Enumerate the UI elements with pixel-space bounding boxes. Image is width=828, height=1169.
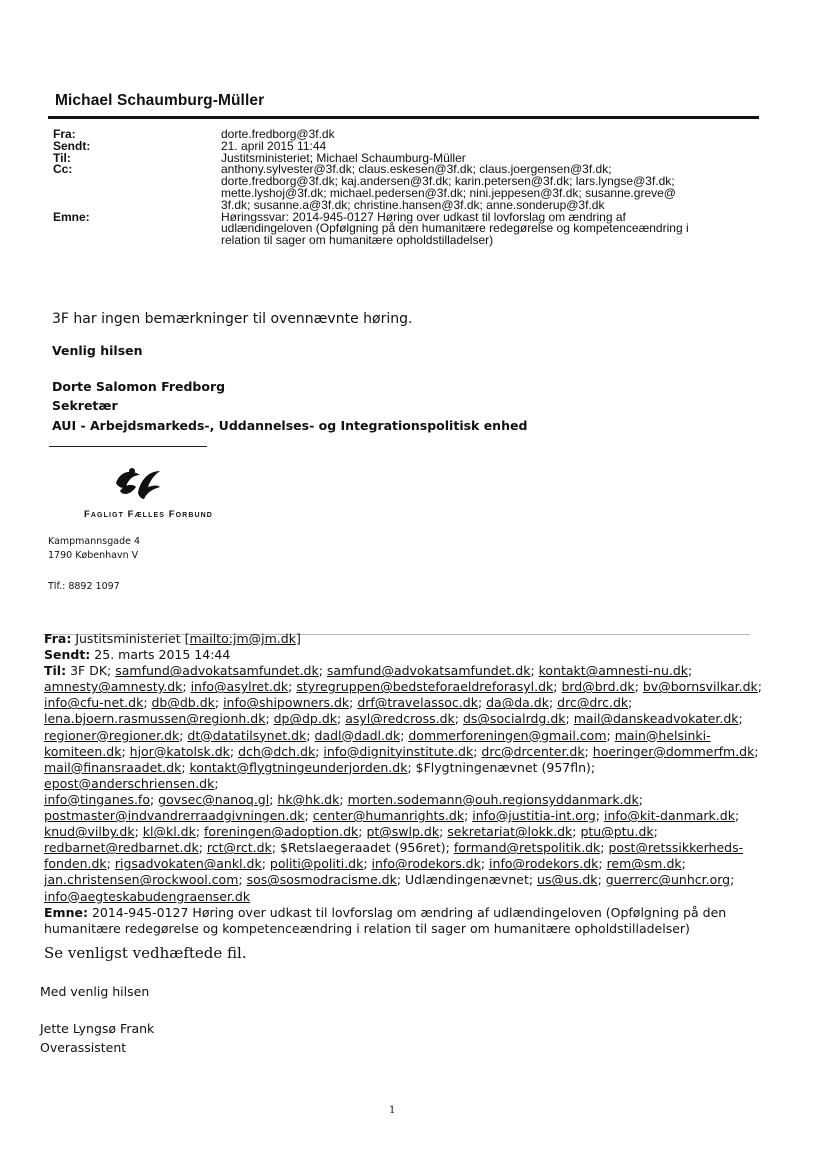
recipient-text: ; <box>464 808 473 824</box>
fwd-subject-row <box>44 905 764 921</box>
3f-logo-icon <box>110 463 162 503</box>
recipient-text: ; <box>653 824 658 840</box>
recipient-email-link[interactable]: info@asylret.dk <box>190 679 289 695</box>
recipient-text: ; <box>229 743 239 759</box>
recipient-email-link[interactable]: dommerforeningen@gmail.com <box>408 727 607 743</box>
recipient-email-link[interactable]: samfund@advokatsamfundet.dk <box>326 663 531 679</box>
fwd-to-line <box>44 872 764 888</box>
fwd-to-block <box>44 663 764 904</box>
recipient-text: ; <box>269 791 278 807</box>
recipient-text: ; <box>730 872 735 888</box>
recipient-email-link[interactable]: sos@sosmodracisme.dk <box>246 872 397 888</box>
recipient-text: ; <box>261 856 270 872</box>
recipient-text: ; <box>628 695 633 711</box>
recipient-email-link[interactable]: drf@travelassoc.dk <box>357 695 478 711</box>
recipient-text: ; <box>349 695 358 711</box>
fwd-sent-row <box>44 647 764 663</box>
recipient-text: ; <box>181 759 190 775</box>
cc-line: dorte.fredborg@3f.dk; kaj.andersen@3f.dk; karin.petersen@3f.dk; lars.lyngse@3f.dk; <box>221 174 675 189</box>
recipient-text: ; $Retslaegeraadet (956ret); <box>271 840 454 856</box>
recipient-email-link[interactable]: styregruppen@bedsteforaeldreforasyl.dk <box>296 679 554 695</box>
fwd-to-line <box>44 679 764 695</box>
recipient-text: ; <box>734 808 740 824</box>
recipient-text: ; <box>565 711 574 727</box>
cc-row <box>53 164 773 211</box>
recipient-email-link[interactable]: komiteen.dk <box>44 743 122 759</box>
recipient-email-link[interactable]: politi@politi.dk <box>269 856 364 872</box>
recipient-text: ; <box>306 727 315 743</box>
fwd-from-row <box>44 631 764 647</box>
recipient-text: ; <box>598 856 607 872</box>
recipient-email-link[interactable]: us@us.dk <box>537 872 598 888</box>
recipient-email-link[interactable]: hk@hk.dk <box>277 791 340 807</box>
recipient-email-link[interactable]: db@db.dk <box>151 695 215 711</box>
recipient-email-link[interactable]: info@tinganes.fo <box>44 791 150 807</box>
subject-value <box>221 209 773 248</box>
fwd-to-line <box>44 695 764 711</box>
fwd-to-line <box>44 728 764 744</box>
fwd-to-line <box>44 889 764 905</box>
recipient-text: ; <box>638 791 643 807</box>
recipient-email-link[interactable]: brd@brd.dk <box>561 679 635 695</box>
recipient-text: ; <box>595 808 604 824</box>
recipient-email-link[interactable]: drc@drc.dk <box>557 695 629 711</box>
recipient-text: ; <box>681 856 686 872</box>
recipient-text: ; <box>606 727 615 743</box>
recipient-text: ; <box>315 743 324 759</box>
from-label: Fra: <box>53 127 76 141</box>
recipient-email-link[interactable]: pt@swlp.dk <box>366 824 440 840</box>
recipient-text: ; <box>358 824 367 840</box>
recipient-text: ; Udlændingenævnet; <box>396 872 538 888</box>
recipient-text: ; <box>480 856 490 872</box>
signature-name: Dorte Salomon Fredborg <box>52 379 226 394</box>
recipient-email-link[interactable]: foreningen@adoption.dk <box>204 824 359 840</box>
fwd-to-line <box>44 760 764 792</box>
recipient-text: ; <box>473 743 482 759</box>
recipient-text: 3F DK; <box>70 663 116 679</box>
fwd-sent-label: Sendt: <box>44 647 91 663</box>
cc-value <box>221 164 773 211</box>
recipient-text: ; <box>318 663 327 679</box>
recipient-email-link[interactable]: knud@vilby.dk <box>44 824 135 840</box>
subject-line: relation til sager om humanitære opholdstilladelser) <box>221 233 494 248</box>
recipient-email-link[interactable]: dch@dch.dk <box>238 743 316 759</box>
recipient-email-link[interactable]: bv@bornsvilkar.dk <box>642 679 758 695</box>
recipient-email-link[interactable]: info@kit-danmark.dk <box>603 808 735 824</box>
cc-line: mette.lyshoj@3f.dk; michael.pedersen@3f.dk; nini.jeppesen@3f.dk; susanne.greve@ <box>221 185 676 200</box>
recipient-email-link[interactable]: kl@kl.dk <box>142 824 196 840</box>
recipient-text: ; <box>363 856 372 872</box>
recipient-text: ; <box>134 824 143 840</box>
recipient-email-link[interactable]: da@da.dk <box>486 695 549 711</box>
fwd-to-line <box>44 711 764 727</box>
recipient-email-link[interactable]: fonden.dk <box>44 856 107 872</box>
recipient-text: ; <box>238 872 247 888</box>
fwd-to-line <box>44 744 764 760</box>
logo-text: Fagligt Fælles Forbund <box>84 509 213 520</box>
from-value: dorte.fredborg@3f.dk <box>221 127 335 141</box>
recipient-email-link[interactable]: rem@sm.dk <box>606 856 682 872</box>
fwd-subject-line: humanitære redegørelse og kompetenceændring i relation til sager om humanitære opholdstilladelser) <box>44 920 690 936</box>
fwd-subject-label: Emne: <box>44 904 88 920</box>
recipient-email-link[interactable]: info@shipowners.dk <box>223 695 350 711</box>
recipient-email-link[interactable]: rct@rct.dk <box>206 840 272 856</box>
recipient-email-link[interactable]: formand@retspolitik.dk <box>453 840 601 856</box>
sent-label: Sendt: <box>53 138 91 153</box>
recipient-email-link[interactable]: info@justitia-int.org <box>472 808 596 824</box>
recipient-email-link[interactable]: mail@finansraadet.dk <box>44 759 182 775</box>
subject-row <box>53 209 773 248</box>
recipient-email-link[interactable]: samfund@advokatsamfundet.dk <box>115 663 319 679</box>
recipient-email-link[interactable]: main@helsinki- <box>614 727 711 743</box>
recipient-text: ; <box>600 840 609 856</box>
fwd-to-line <box>44 840 764 856</box>
recipient-text: ; <box>634 679 643 695</box>
recipient-text: ; <box>757 679 763 695</box>
fwd-to-line <box>44 792 764 808</box>
recipient-text: ; <box>553 679 562 695</box>
signature-title: Sekretær <box>52 398 118 413</box>
recipient-text: ; <box>738 711 743 727</box>
recipient-text: ; <box>439 824 448 840</box>
recipient-email-link[interactable]: epost@anderschriensen.dk <box>44 775 215 791</box>
recipient-email-link[interactable]: kontakt@flygtningeunderjorden.dk <box>189 759 408 775</box>
recipient-email-link[interactable]: kontakt@amnesti-nu.dk <box>538 663 689 679</box>
page-number: 1 <box>389 1105 396 1116</box>
recipient-text: ; <box>530 663 539 679</box>
fwd-to-line <box>44 856 764 872</box>
recipient-email-link[interactable]: govsec@nanoq.gl <box>158 791 270 807</box>
recipient-email-link[interactable]: amnesty@amnesty.dk <box>44 679 183 695</box>
subject-line: Høringssvar: 2014-945-0127 Høring over udkast til lovforslag om ændring af <box>221 209 626 224</box>
fwd-greeting: Med venlig hilsen <box>40 984 150 999</box>
recipient-text: ; <box>584 743 593 759</box>
sent-value: 21. april 2015 11:44 <box>221 138 327 153</box>
recipient-email-link[interactable]: regioner@regioner.dk <box>44 727 180 743</box>
fwd-to-line <box>44 808 764 824</box>
address-line: 1790 København V <box>48 550 139 561</box>
from-row <box>53 129 773 141</box>
recipient-email-link[interactable]: hjor@katolsk.dk <box>129 743 230 759</box>
signature-unit: AUI - Arbejdsmarkeds-, Uddannelses- og Integrationspolitisk enhed <box>52 418 528 433</box>
subject-line: udlændingeloven (Opfølgning på den humanitære redegørelse og kompetenceændring i <box>221 221 689 236</box>
recipient-email-link[interactable]: info@rodekors.dk <box>371 856 481 872</box>
recipient-email-link[interactable]: ds@socialrdg.dk <box>462 711 566 727</box>
recipient-email-link[interactable]: dp@dp.dk <box>273 711 338 727</box>
recipient-email-link[interactable]: ptu@ptu.dk <box>580 824 654 840</box>
recipient-text: ; $Flygtningenævnet (957fln); <box>407 759 596 775</box>
recipient-text: ; <box>214 695 224 711</box>
recipient-email-link[interactable]: center@humanrights.dk <box>312 808 465 824</box>
recipient-email-link[interactable]: jan.christensen@rockwool.com <box>44 872 239 888</box>
recipient-email-link[interactable]: redbarnet@redbarnet.dk <box>44 840 199 856</box>
fwd-from-link[interactable]: [mailto:jm@jm.dk] <box>184 631 301 646</box>
fwd-to-line <box>44 824 764 840</box>
recipient-text: ; <box>149 791 159 807</box>
recipient-email-link[interactable]: info@aegteskabudengraenser.dk <box>44 888 251 904</box>
recipient-text: ; <box>477 695 487 711</box>
recipient-text: ; <box>304 808 313 824</box>
recipient-text: ; <box>400 727 409 743</box>
email-header <box>53 129 773 247</box>
fwd-sender-name: Jette Lyngsø Frank <box>40 1021 155 1036</box>
email-body: 3F har ingen bemærkninger til ovennævnte høring. <box>52 311 413 327</box>
recipient-email-link[interactable]: guerrerc@unhcr.org <box>605 872 731 888</box>
recipient-email-link[interactable]: dadl@dadl.dk <box>314 727 401 743</box>
recipient-email-link[interactable]: morten.sodemann@ouh.regionsyddanmark.dk <box>347 791 639 807</box>
recipient-email-link[interactable]: post@retssikkerheds- <box>608 840 744 856</box>
recipient-text: ; <box>454 711 463 727</box>
cc-line: 3f.dk; susanne.a@3f.dk; christine.hansen@3f.dk; anne.sonderup@3f.dk <box>221 197 605 212</box>
recipient-text: ; <box>597 872 606 888</box>
recipient-email-link[interactable]: drc@drcenter.dk <box>481 743 585 759</box>
recipient-email-link[interactable]: sekretariat@lokk.dk <box>447 824 573 840</box>
signature-divider <box>49 446 207 447</box>
recipient-email-link[interactable]: asyl@redcross.dk <box>345 711 455 727</box>
fwd-sender-title: Overassistent <box>40 1040 127 1055</box>
recipient-text: ; <box>688 663 693 679</box>
recipient-text: ; <box>195 824 205 840</box>
fwd-sent-value: 25. marts 2015 14:44 <box>94 647 231 663</box>
recipient-text: ; <box>572 824 581 840</box>
recipient-email-link[interactable]: postmaster@indvandrerraadgivningen.dk <box>44 808 305 824</box>
recipient-email-link[interactable]: mail@danskeadvokater.dk <box>573 711 739 727</box>
address-line: Kampmannsgade 4 <box>48 536 141 547</box>
recipient-text: ; <box>548 695 558 711</box>
fwd-body: Se venligst vedhæftede fil. <box>44 944 247 962</box>
recipient-text: ; <box>339 791 348 807</box>
cc-line: anthony.sylvester@3f.dk; claus.eskesen@3f.dk; claus.joergensen@3f.dk; <box>221 162 612 177</box>
forwarded-header <box>44 631 764 937</box>
fwd-subject-line: 2014-945-0127 Høring over udkast til lovforslag om ændring af udlændingeloven (Opfølgning på den <box>91 904 727 920</box>
phone: Tlf.: 8892 1097 <box>48 581 120 592</box>
recipient-text: ; <box>182 679 191 695</box>
header-divider <box>48 116 759 119</box>
cc-label: Cc: <box>53 162 73 177</box>
fwd-from-label: Fra: <box>44 631 72 646</box>
greeting: Venlig hilsen <box>52 343 143 358</box>
recipient-text: ; <box>106 856 115 872</box>
recipient-email-link[interactable]: lena.bjoern.rasmussen@regionh.dk <box>44 711 266 727</box>
recipient-email-link[interactable]: rigsadvokaten@ankl.dk <box>114 856 262 872</box>
recipient-text: ; <box>198 840 207 856</box>
fwd-from-value: Justitsministeriet <box>75 631 181 646</box>
fwd-to-line <box>44 663 764 679</box>
to-label: Til: <box>53 150 71 165</box>
recipient-email-link[interactable]: info@cfu-net.dk <box>44 695 144 711</box>
recipient-email-link[interactable]: dt@datatilsynet.dk <box>187 727 307 743</box>
recipient-email-link[interactable]: info@rodekors.dk <box>489 856 599 872</box>
recipient-email-link[interactable]: hoeringer@dommerfm.dk <box>592 743 755 759</box>
recipient-text: ; <box>121 743 130 759</box>
fwd-to-label: Til: <box>44 663 67 679</box>
recipient-text: ; <box>288 679 297 695</box>
recipient-text: ; <box>265 711 274 727</box>
sender-name: Michael Schaumburg-Müller <box>55 92 265 109</box>
recipient-text: ; <box>337 711 346 727</box>
recipient-email-link[interactable]: info@dignityinstitute.dk <box>323 743 474 759</box>
to-value: Justitsministeriet; Michael Schaumburg-Müller <box>221 150 466 165</box>
recipient-text: ; <box>143 695 152 711</box>
recipient-text: ; <box>214 775 219 791</box>
recipient-text: ; <box>179 727 188 743</box>
subject-label: Emne: <box>53 209 90 224</box>
recipient-text: ; <box>754 743 759 759</box>
